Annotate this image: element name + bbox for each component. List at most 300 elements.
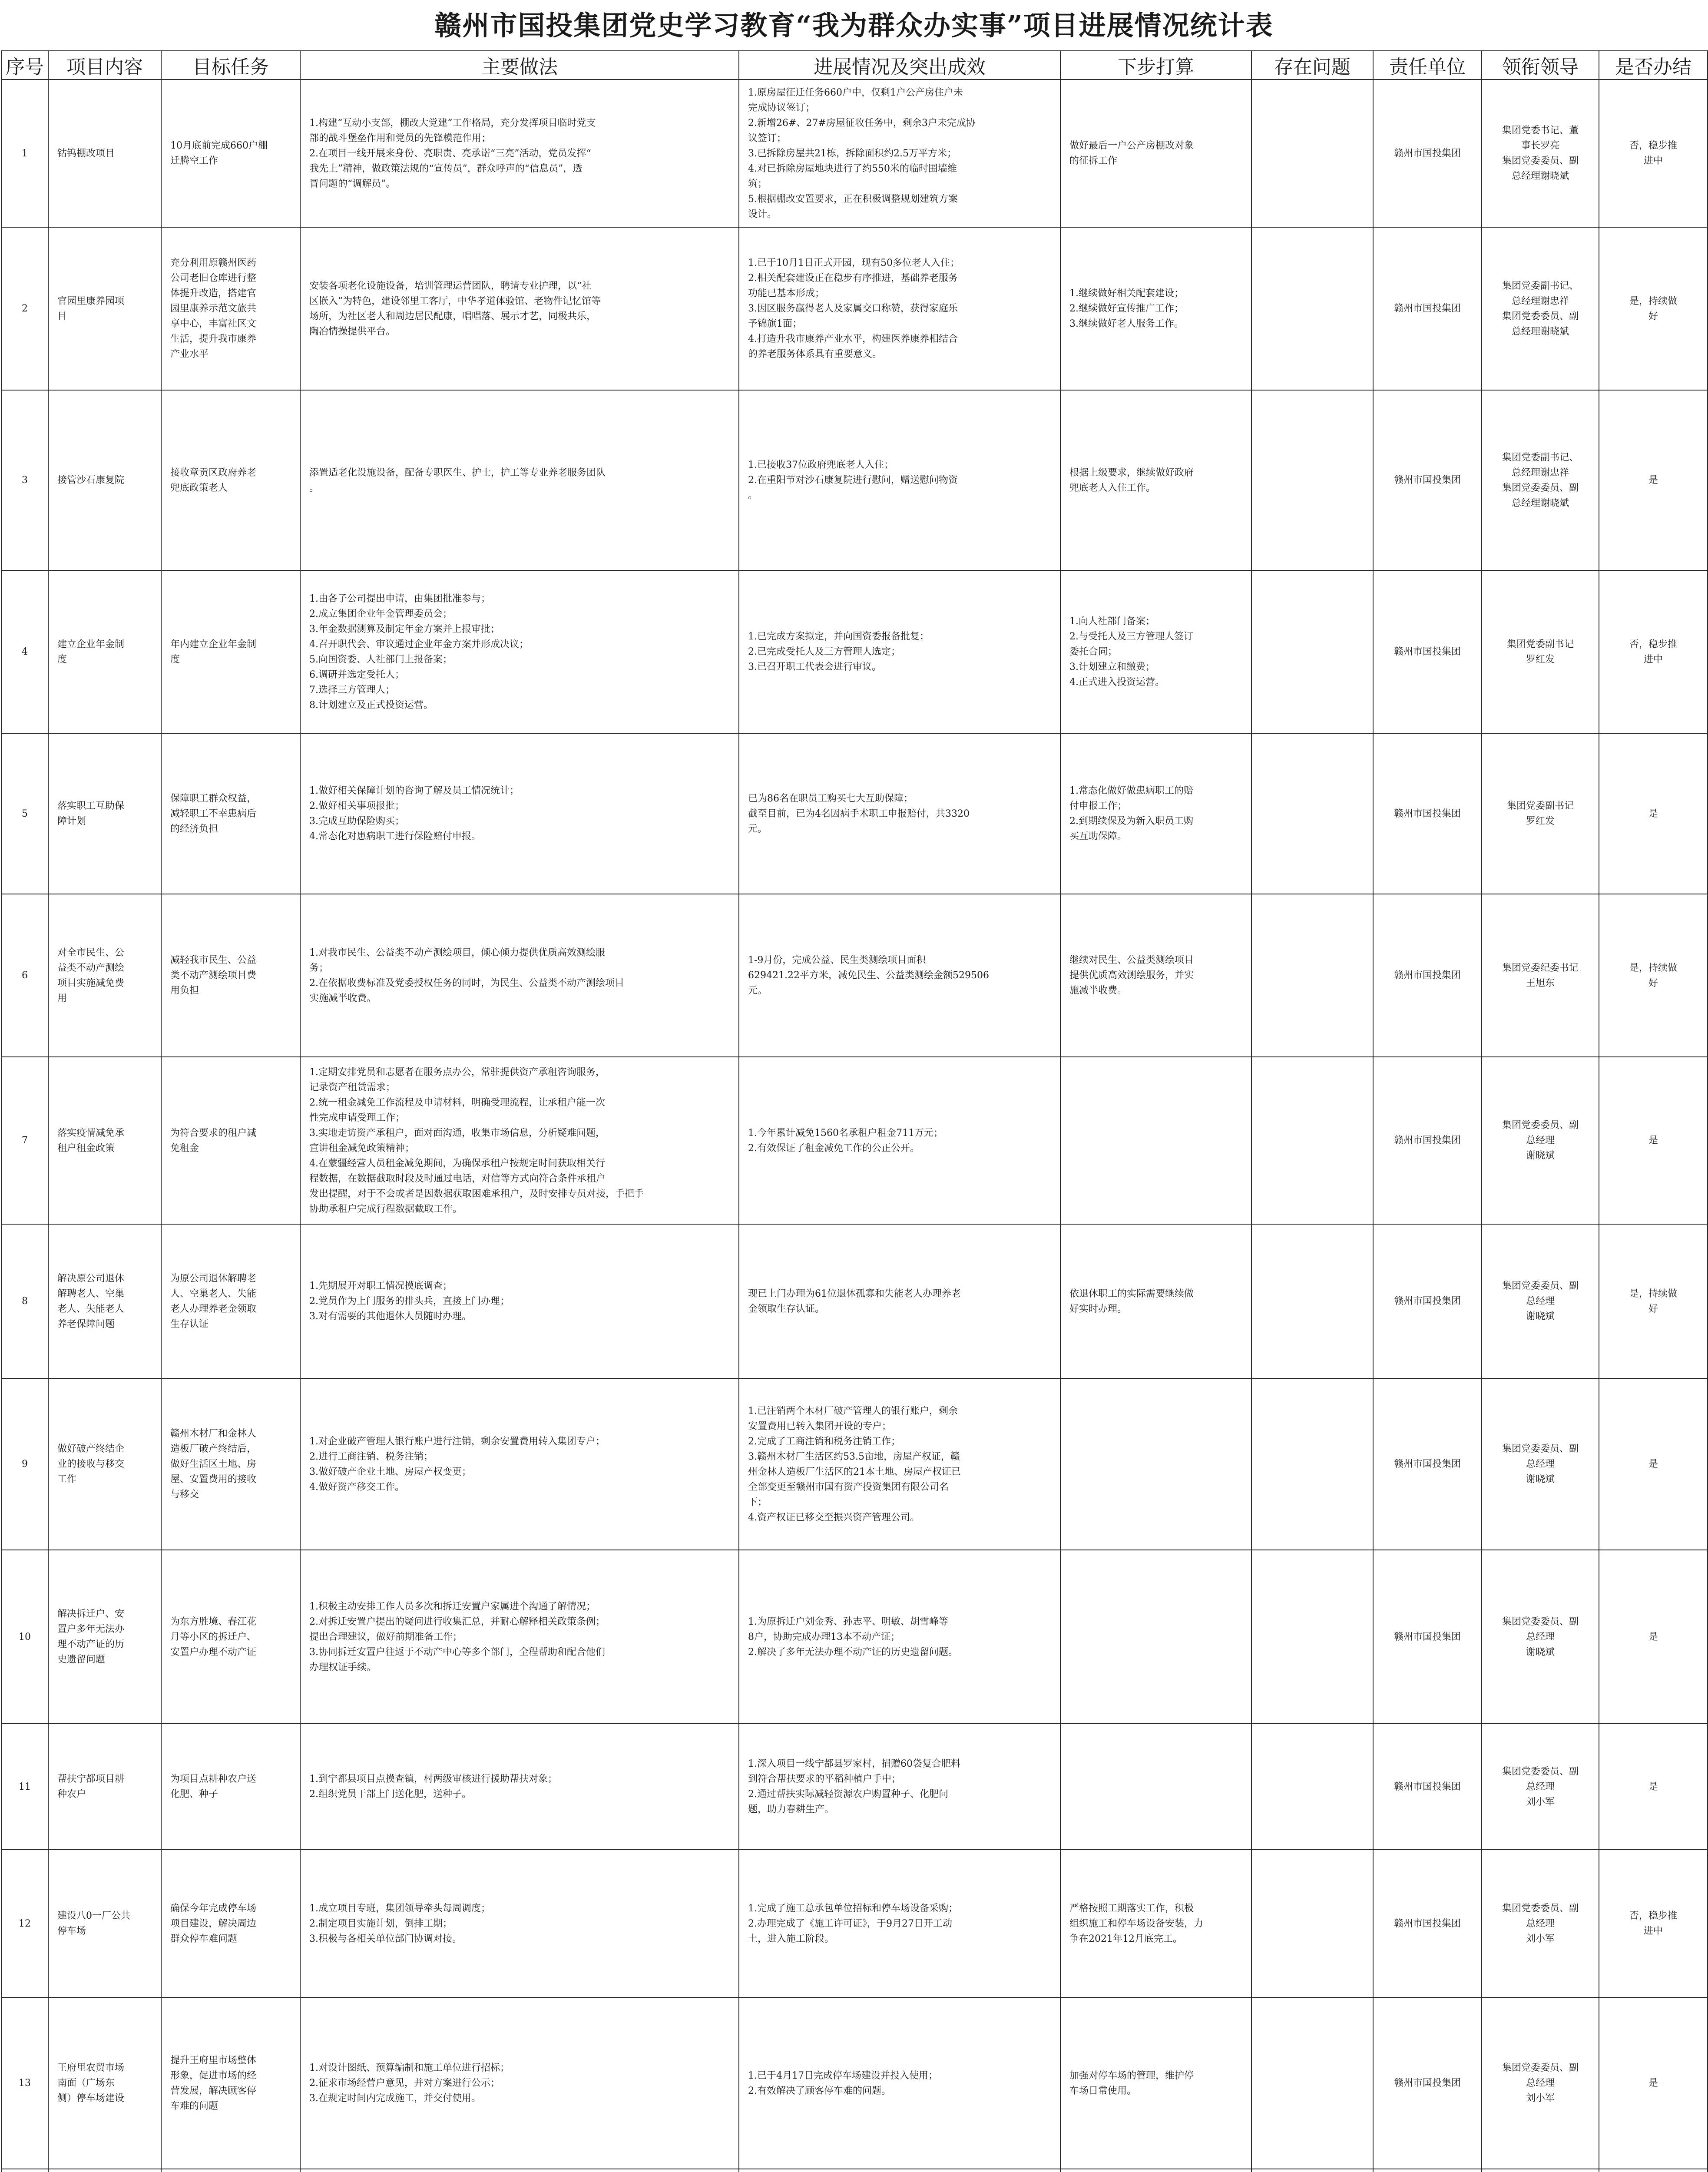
methods-cell [300, 570, 739, 733]
plan-cell [1060, 227, 1251, 390]
methods-cell-line: 8.计划建立及正式投资运营。 [309, 699, 433, 711]
methods-cell-line: 1.构建“互动小支部，棚改大党建”工作格局，充分发挥项目临时党支 [309, 117, 596, 129]
progress-cell-line: 截至目前，已为4名因病手术职工申报赔付，共3320 [748, 808, 970, 819]
done-cell-line: 进中 [1643, 654, 1663, 665]
target-cell-line: 免租金 [170, 1142, 199, 1154]
unit-cell-line: 赣州市国投集团 [1394, 808, 1461, 819]
issue-cell [1251, 1224, 1373, 1378]
plan-cell-line: 施减半收费。 [1069, 985, 1127, 996]
lead-cell [1482, 1057, 1599, 1224]
methods-cell-line: 实施减半收费。 [309, 993, 377, 1004]
done-cell [1599, 390, 1708, 570]
target-cell [161, 1724, 300, 1850]
unit-cell-line: 赣州市国投集团 [1394, 970, 1461, 981]
seq-cell-line: 4 [22, 646, 28, 657]
project-cell-line: 做好破产终结企 [57, 1444, 125, 1454]
issue-cell [1251, 1057, 1373, 1224]
methods-cell-line: 2.进行工商注销、税务注销； [309, 1451, 433, 1462]
methods-cell-line: 1.做好相关保障计划的咨询了解及员工情况统计； [309, 785, 519, 796]
project-cell-line: 养老保障问题 [57, 1318, 115, 1330]
table-row [1, 390, 1708, 570]
progress-cell-line: 已为86名在职员工购买七大互助保障； [748, 793, 913, 804]
progress-table [1, 50, 1708, 2172]
lead-cell-line: 总经理谢晓斌 [1511, 326, 1569, 337]
plan-cell-line: 4.正式进入投资运营。 [1069, 677, 1165, 688]
progress-cell [739, 79, 1060, 227]
project-cell-line: 停车场 [57, 1926, 86, 1937]
lead-cell [1482, 2169, 1599, 2172]
project-cell-line: 置户多年无法办 [57, 1624, 125, 1635]
target-cell [161, 2169, 300, 2172]
methods-cell-line: 务； [309, 962, 329, 973]
lead-cell [1482, 1378, 1599, 1550]
lead-cell [1482, 1850, 1599, 1997]
table-row [1, 1057, 1708, 1224]
done-cell-line: 是，持续做 [1629, 962, 1677, 973]
progress-cell-line: 1.今年累计减免1560名承租户租金711万元； [748, 1127, 943, 1139]
progress-cell-line: 8户，协助完成办理13本不动产证； [748, 1631, 900, 1642]
header-seq: 序号 [1, 51, 48, 79]
methods-cell-line: 1.由各子公司提出申请，由集团批准参与； [309, 593, 490, 604]
progress-cell-line: 元。 [748, 823, 768, 834]
progress-cell-line: 。 [748, 490, 758, 501]
done-cell-line: 是 [1648, 2078, 1658, 2089]
methods-cell-line: 宣讲租金减免政策精神； [309, 1142, 415, 1154]
unit-cell [1373, 390, 1482, 570]
target-cell [161, 733, 300, 894]
methods-cell-line: 性完成申请受理工作； [309, 1112, 405, 1123]
project-cell-line: 接管沙石康复院 [57, 475, 125, 486]
target-cell-line: 园里康养示范文旅共 [170, 303, 257, 314]
lead-cell-line: 谢晓斌 [1526, 1646, 1555, 1658]
progress-cell [739, 1850, 1060, 1997]
progress-cell [739, 570, 1060, 733]
progress-cell-line: 议签订； [748, 132, 787, 144]
progress-cell-line: 到符合帮扶要求的平稻种植户手中； [748, 1774, 901, 1785]
done-cell [1599, 894, 1708, 1057]
progress-cell-line: 2.办理完成了《施工许可证》，于9月27日开工动 [748, 1918, 952, 1929]
project-cell-line: 目 [57, 311, 67, 322]
header-target: 目标任务 [161, 51, 300, 79]
methods-cell-line: 。 [309, 482, 319, 493]
progress-cell-line: 土，进入施工阶段。 [748, 1933, 834, 1944]
plan-cell-line: 3.继续做好老人服务工作。 [1069, 318, 1184, 329]
target-cell-line: 提升王府里市场整体 [170, 2055, 257, 2066]
progress-cell-line: 元。 [748, 985, 768, 996]
lead-cell-line: 集团党委纪委书记 [1502, 962, 1579, 973]
progress-cell-line: 3.因区服务赢得老人及家属交口称赞，获得家庭乐 [748, 303, 958, 314]
plan-cell-line: 2.与受托人及三方管理人签订 [1069, 631, 1193, 642]
project-cell [48, 1850, 161, 1997]
lead-cell-line: 集团党委委员、副 [1502, 1903, 1579, 1914]
methods-cell-line: 4.做好资产移交工作。 [309, 1481, 404, 1493]
methods-cell-line: 1.成立项目专班，集团领导牵头每周调度； [309, 1903, 490, 1914]
methods-cell [300, 1850, 739, 1997]
unit-cell-line: 赣州市国投集团 [1394, 1631, 1461, 1642]
table-row [1, 1724, 1708, 1850]
table-row [1, 79, 1708, 227]
project-cell-line: 建立企业年金制 [57, 639, 125, 650]
project-cell-line: 障计划 [57, 816, 86, 827]
progress-cell [739, 1378, 1060, 1550]
progress-cell-line: 2.完成了工商注销和税务注销工作； [748, 1436, 900, 1447]
target-cell-line: 生活，提升我市康养 [170, 334, 257, 344]
methods-cell-line: 发出提醒，对于不会或者是因数据获取困难承租户，及时安排专员对接，手把手 [309, 1188, 644, 1199]
unit-cell [1373, 1997, 1482, 2169]
done-cell-line: 是 [1648, 1135, 1658, 1146]
plan-cell [1060, 1724, 1251, 1850]
lead-cell [1482, 79, 1599, 227]
progress-cell [739, 227, 1060, 390]
target-cell-line: 减轻我市民生、公益 [170, 955, 257, 966]
methods-cell-line: 1.对企业破产管理人银行账户进行注销，剩余安置费用转入集团专户； [309, 1436, 605, 1447]
progress-cell [739, 733, 1060, 894]
done-cell [1599, 79, 1708, 227]
seq-cell [1, 570, 48, 733]
issue-cell [1251, 1850, 1373, 1997]
target-cell-line: 群众停车难问题 [170, 1933, 238, 1944]
header-unit: 责任单位 [1373, 51, 1482, 79]
unit-cell-line: 赣州市国投集团 [1394, 1781, 1461, 1792]
target-cell-line: 充分利用原赣州医药 [170, 258, 257, 268]
lead-cell [1482, 227, 1599, 390]
done-cell-line: 进中 [1643, 156, 1663, 166]
lead-cell-line: 谢晓斌 [1526, 1474, 1555, 1485]
seq-cell [1, 1997, 48, 2169]
done-cell-line: 否，稳步推 [1629, 639, 1677, 650]
target-cell-line: 年内建立企业年金制 [170, 639, 257, 650]
done-cell [1599, 2169, 1708, 2172]
done-cell-line: 是，持续做 [1629, 295, 1677, 307]
methods-cell-line: 记录资产租赁需求； [309, 1082, 396, 1093]
issue-cell [1251, 227, 1373, 390]
plan-cell-line: 买互助保障。 [1069, 831, 1127, 842]
progress-cell-line: 1.完成了施工总承包单位招标和停车场设备采购； [748, 1903, 958, 1914]
table-row [1, 570, 1708, 733]
project-cell [48, 570, 161, 733]
lead-cell-line: 刘小军 [1526, 1933, 1555, 1944]
progress-cell-line: 的养老服务体系具有重要意义。 [748, 349, 882, 360]
target-cell-line: 赣州木材厂和金林人 [170, 1428, 257, 1439]
plan-cell [1060, 79, 1251, 227]
done-cell [1599, 1057, 1708, 1224]
lead-cell-line: 集团党委委员、副 [1502, 156, 1579, 166]
issue-cell [1251, 79, 1373, 227]
methods-cell-line: 2.对拆迁安置户提出的疑问进行收集汇总，并耐心解释相关政策条例； [309, 1616, 605, 1627]
lead-cell-line: 总经理谢晓斌 [1511, 171, 1569, 182]
methods-cell-line: 3.积极与各相关单位部门协调对接。 [309, 1933, 462, 1944]
seq-cell-line: 9 [22, 1459, 28, 1470]
plan-cell-line: 1.向人社部门备案； [1069, 616, 1155, 627]
project-cell-line: 史遗留问题 [57, 1654, 106, 1665]
target-cell-line: 老人办理养老金领取 [170, 1303, 257, 1314]
methods-cell-line: 4.召开职代会、审议通过企业年金方案并形成决议； [309, 639, 529, 650]
methods-cell-line: 场所，为社区老人和周边居民配康，唱唱落、展示才艺，同极共乐， [309, 311, 596, 322]
progress-cell-line: 1.深入项目一线宁都县罗家村，捐赠60袋复合肥料 [748, 1758, 960, 1769]
project-cell [48, 733, 161, 894]
methods-cell [300, 79, 739, 227]
issue-cell [1251, 1724, 1373, 1850]
done-cell-line: 好 [1648, 1303, 1658, 1314]
seq-cell [1, 733, 48, 894]
target-cell-line: 兜底政策老人 [170, 482, 228, 493]
progress-cell-line: 1.原房屋征迁任务660户中，仅剩1户公产房住户未 [748, 87, 963, 98]
plan-cell-line: 兜底老人入住工作。 [1069, 482, 1156, 493]
progress-cell-line: 完成协议签订； [748, 102, 815, 113]
methods-cell-line: 4.在蒙疆经营人员租金减免期间，为确保承租户按规定时间获取相关行 [309, 1158, 605, 1169]
lead-cell-line: 罗红发 [1526, 816, 1555, 827]
methods-cell [300, 1224, 739, 1378]
methods-cell-line: 冒问题的“调解员”。 [309, 178, 396, 189]
methods-cell-line: 程数据，在数据截取时段及时通过电话，对信等方式向符合条件承租户 [309, 1173, 606, 1184]
progress-cell [739, 1550, 1060, 1724]
methods-cell-line: 协助承租户完成行程数据截取工作。 [309, 1203, 463, 1215]
plan-cell [1060, 1850, 1251, 1997]
project-cell-line: 租户租金政策 [57, 1142, 115, 1154]
project-cell [48, 1997, 161, 2169]
project-cell [48, 1378, 161, 1550]
project-cell-line: 老人、失能老人 [57, 1303, 125, 1314]
methods-cell-line: 3.实地走访资产承租户，面对面沟通，收集市场信息，分析疑难问题， [309, 1127, 605, 1139]
done-cell-line: 好 [1648, 311, 1658, 322]
unit-cell [1373, 1724, 1482, 1850]
progress-cell [739, 1724, 1060, 1850]
unit-cell-line: 赣州市国投集团 [1394, 1296, 1461, 1307]
lead-cell [1482, 1997, 1599, 2169]
target-cell-line: 的经济负担 [170, 823, 218, 834]
target-cell-line: 为项目点耕种农户送 [170, 1774, 257, 1785]
plan-cell-line: 继续对民生、公益类测绘项目 [1069, 955, 1194, 966]
methods-cell [300, 733, 739, 894]
seq-cell-line: 1 [22, 148, 28, 159]
done-cell [1599, 733, 1708, 894]
lead-cell-line: 谢晓斌 [1526, 1150, 1555, 1161]
done-cell [1599, 1224, 1708, 1378]
progress-cell-line: 予锦旗1面； [748, 318, 802, 329]
methods-cell-line: 办理权证手续。 [309, 1662, 377, 1673]
issue-cell [1251, 390, 1373, 570]
plan-cell-line: 1.继续做好相关配套建设； [1069, 288, 1184, 299]
plan-cell-line: 2.到期续保及为新入职员工购 [1069, 816, 1193, 827]
target-cell [161, 1850, 300, 1997]
plan-cell-line: 依退休职工的实际需要继续做 [1069, 1288, 1194, 1299]
progress-cell-line: 3.已拆除房屋共21栋，拆除面积约2.5万平方米； [748, 148, 957, 159]
project-cell-line: 度 [57, 654, 67, 665]
seq-cell-line: 7 [22, 1135, 28, 1146]
methods-cell-line: 2.成立集团企业年金管理委员会； [309, 608, 452, 619]
seq-cell [1, 894, 48, 1057]
plan-cell [1060, 894, 1251, 1057]
table-row [1, 1224, 1708, 1378]
methods-cell-line: 3.对有需要的其他退休人员随时办理。 [309, 1311, 471, 1322]
seq-cell-line: 3 [22, 475, 28, 486]
plan-cell [1060, 1997, 1251, 2169]
header-row [1, 51, 1708, 79]
target-cell-line: 确保今年完成停车场 [170, 1903, 257, 1914]
project-cell-line: 王府里农贸市场 [57, 2063, 125, 2073]
done-cell [1599, 1550, 1708, 1724]
lead-cell-line: 总经理 [1526, 1459, 1555, 1470]
project-cell-line: 项目实施减免费 [57, 977, 125, 989]
seq-cell [1, 390, 48, 570]
progress-cell-line: 设计。 [748, 209, 777, 220]
seq-cell [1, 1724, 48, 1850]
plan-cell-line: 的征拆工作 [1069, 156, 1118, 166]
plan-cell-line: 好实时办理。 [1069, 1303, 1127, 1314]
progress-cell-line: 2.通过帮扶实际减轻资源农户购置种子、化肥问 [748, 1789, 948, 1800]
plan-cell-line: 根据上级要求，继续做好政府 [1069, 467, 1194, 478]
header-methods: 主要做法 [300, 51, 739, 79]
seq-cell [1, 1057, 48, 1224]
seq-cell-line: 2 [22, 303, 28, 314]
target-cell-line: 迁腾空工作 [170, 156, 218, 166]
methods-cell-line: 我先上”精神，做政策法规的“宣传员”，群众呼声的“信息员”，透 [309, 163, 583, 174]
lead-cell [1482, 1724, 1599, 1850]
progress-cell-line: 2.在重阳节对沙石康复院进行慰问，赠送慰问物资 [748, 475, 958, 486]
unit-cell-line: 赣州市国投集团 [1394, 1918, 1461, 1929]
progress-cell-line: 4.打造升我市康养产业水平，构建医养康养相结合 [748, 334, 958, 344]
methods-cell-line: 添置适老化设施设备，配备专职医生、护士，护工等专业养老服务团队 [309, 467, 606, 478]
plan-cell [1060, 1057, 1251, 1224]
progress-cell-line: 5.根据棚改安置要求，正在积极调整规划建筑方案 [748, 193, 958, 205]
done-cell-line: 好 [1648, 977, 1658, 989]
table-row [1, 1378, 1708, 1550]
methods-cell-line: 2.在项目一线开展来身份、亮职责、亮承诺“三亮”活动，党员发挥“ [309, 148, 591, 159]
seq-cell-line: 13 [19, 2078, 31, 2089]
methods-cell-line: 3.在规定时间内完成施工，并交付使用。 [309, 2093, 481, 2104]
issue-cell [1251, 570, 1373, 733]
target-cell-line: 化肥、种子 [170, 1789, 218, 1800]
unit-cell-line: 赣州市国投集团 [1394, 303, 1461, 314]
plan-cell-line: 组织施工和停车场设备安装，力 [1069, 1918, 1204, 1929]
done-cell-line: 是 [1648, 808, 1658, 819]
lead-cell-line: 谢晓斌 [1526, 1311, 1555, 1322]
seq-cell-line: 11 [19, 1781, 31, 1792]
project-cell-line: 对全市民生、公 [57, 947, 125, 958]
done-cell-line: 进中 [1643, 1926, 1663, 1937]
project-cell-line: 用 [57, 993, 67, 1004]
lead-cell-line: 集团党委副书记 [1506, 801, 1574, 811]
target-cell-line: 安置户办理不动产证 [170, 1646, 257, 1658]
header-plan: 下步打算 [1060, 51, 1251, 79]
unit-cell [1373, 894, 1482, 1057]
seq-cell [1, 1378, 48, 1550]
progress-cell-line: 现已上门办理为61位退休孤寡和失能老人办理养老 [748, 1288, 961, 1299]
progress-cell-line: 2.有效保证了租金减免工作的公正公开。 [748, 1142, 920, 1154]
seq-cell [1, 1850, 48, 1997]
lead-cell [1482, 1224, 1599, 1378]
unit-cell-line: 赣州市国投集团 [1394, 148, 1461, 159]
target-cell-line: 用负担 [170, 985, 199, 996]
progress-cell-line: 下； [748, 1497, 768, 1508]
progress-cell-line: 功能已基本形成； [748, 288, 825, 299]
seq-cell-line: 12 [19, 1918, 31, 1929]
table-row [1, 894, 1708, 1057]
methods-cell-line: 3.做好破产企业土地、房屋产权变更； [309, 1466, 471, 1477]
target-cell-line: 类不动产测绘项目费 [170, 970, 257, 981]
unit-cell [1373, 1057, 1482, 1224]
lead-cell [1482, 733, 1599, 894]
lead-cell-line: 刘小军 [1526, 1796, 1555, 1808]
lead-cell-line: 总经理 [1526, 1296, 1555, 1307]
target-cell-line: 为符合要求的租户减 [170, 1127, 257, 1139]
unit-cell-line: 赣州市国投集团 [1394, 1459, 1461, 1470]
lead-cell-line: 集团党委委员、副 [1502, 482, 1579, 493]
methods-cell [300, 1378, 739, 1550]
lead-cell-line: 总经理 [1526, 1631, 1555, 1642]
lead-cell [1482, 894, 1599, 1057]
lead-cell-line: 集团党委委员、副 [1502, 311, 1579, 322]
lead-cell-line: 总经理 [1526, 1918, 1555, 1929]
header-progress: 进展情况及突出成效 [739, 51, 1060, 79]
seq-cell-line: 6 [22, 970, 28, 981]
plan-cell [1060, 733, 1251, 894]
issue-cell [1251, 1550, 1373, 1724]
progress-cell [739, 894, 1060, 1057]
project-cell [48, 1724, 161, 1850]
progress-cell-line: 1-9月份，完成公益、民生类测绘项目面积 [748, 955, 926, 966]
progress-cell-line: 3.已召开职工代表会进行审议。 [748, 662, 881, 672]
target-cell-line: 度 [170, 654, 180, 665]
header-done: 是否办结 [1599, 51, 1708, 79]
target-cell [161, 1057, 300, 1224]
table-row [1, 227, 1708, 390]
lead-cell-line: 集团党委委员、副 [1502, 1616, 1579, 1627]
plan-cell-line: 委托合同； [1069, 646, 1118, 657]
done-cell-line: 否，稳步推 [1629, 1910, 1677, 1921]
plan-cell-line: 付申报工作； [1069, 801, 1127, 811]
unit-cell [1373, 1550, 1482, 1724]
target-cell-line: 10月底前完成660户棚 [170, 140, 268, 151]
progress-cell-line: 4.资产权证已移交至振兴资产管理公司。 [748, 1512, 920, 1523]
project-cell-line: 落实职工互助保 [57, 801, 125, 811]
project-cell [48, 79, 161, 227]
unit-cell [1373, 79, 1482, 227]
unit-cell-line: 赣州市国投集团 [1394, 646, 1461, 657]
lead-cell-line: 事长罗亮 [1521, 140, 1559, 151]
methods-cell [300, 2169, 739, 2172]
table-row [1, 1850, 1708, 1997]
project-cell [48, 894, 161, 1057]
plan-cell [1060, 2169, 1251, 2172]
progress-cell-line: 1.已注销两个木材厂破产管理人的银行账户，剩余 [748, 1405, 958, 1417]
target-cell-line: 接收章贡区政府养老 [170, 467, 257, 478]
lead-cell-line: 集团党委副书记、 [1502, 452, 1579, 463]
progress-cell-line: 2.解决了多年无法办理不动产证的历史遗留问题。 [748, 1646, 958, 1658]
target-cell [161, 1550, 300, 1724]
seq-cell [1, 79, 48, 227]
target-cell [161, 1224, 300, 1378]
progress-cell-line: 2.新增26#、27#房屋征收任务中，剩余3户未完成协 [748, 117, 976, 129]
project-cell-line: 益类不动产测绘 [57, 962, 125, 973]
target-cell-line: 产业水平 [170, 349, 209, 360]
target-cell-line: 造板厂破产终结后， [170, 1444, 257, 1454]
lead-cell-line: 集团党委副书记、 [1502, 280, 1579, 291]
project-cell [48, 2169, 161, 2172]
progress-cell-line: 4.对已拆除房屋地块进行了约550米的临时围墙维 [748, 163, 957, 174]
plan-cell-line: 3.计划建立和缴费； [1069, 662, 1155, 672]
methods-cell-line: 1.积极主动安排工作人员多次和拆迁安置户家属进个沟通了解情况； [309, 1601, 596, 1612]
project-cell-line: 业的接收与移交 [57, 1459, 125, 1470]
unit-cell-line: 赣州市国投集团 [1394, 1135, 1461, 1146]
done-cell-line: 是 [1648, 1781, 1658, 1792]
lead-cell-line: 总经理 [1526, 1781, 1555, 1792]
table-row [1, 733, 1708, 894]
methods-cell-line: 7.选择三方管理人； [309, 684, 395, 695]
methods-cell-line: 2.组织党员干部上门送化肥，送种子。 [309, 1789, 471, 1800]
lead-cell [1482, 390, 1599, 570]
project-cell-line: 官园里康养园项 [57, 295, 125, 307]
